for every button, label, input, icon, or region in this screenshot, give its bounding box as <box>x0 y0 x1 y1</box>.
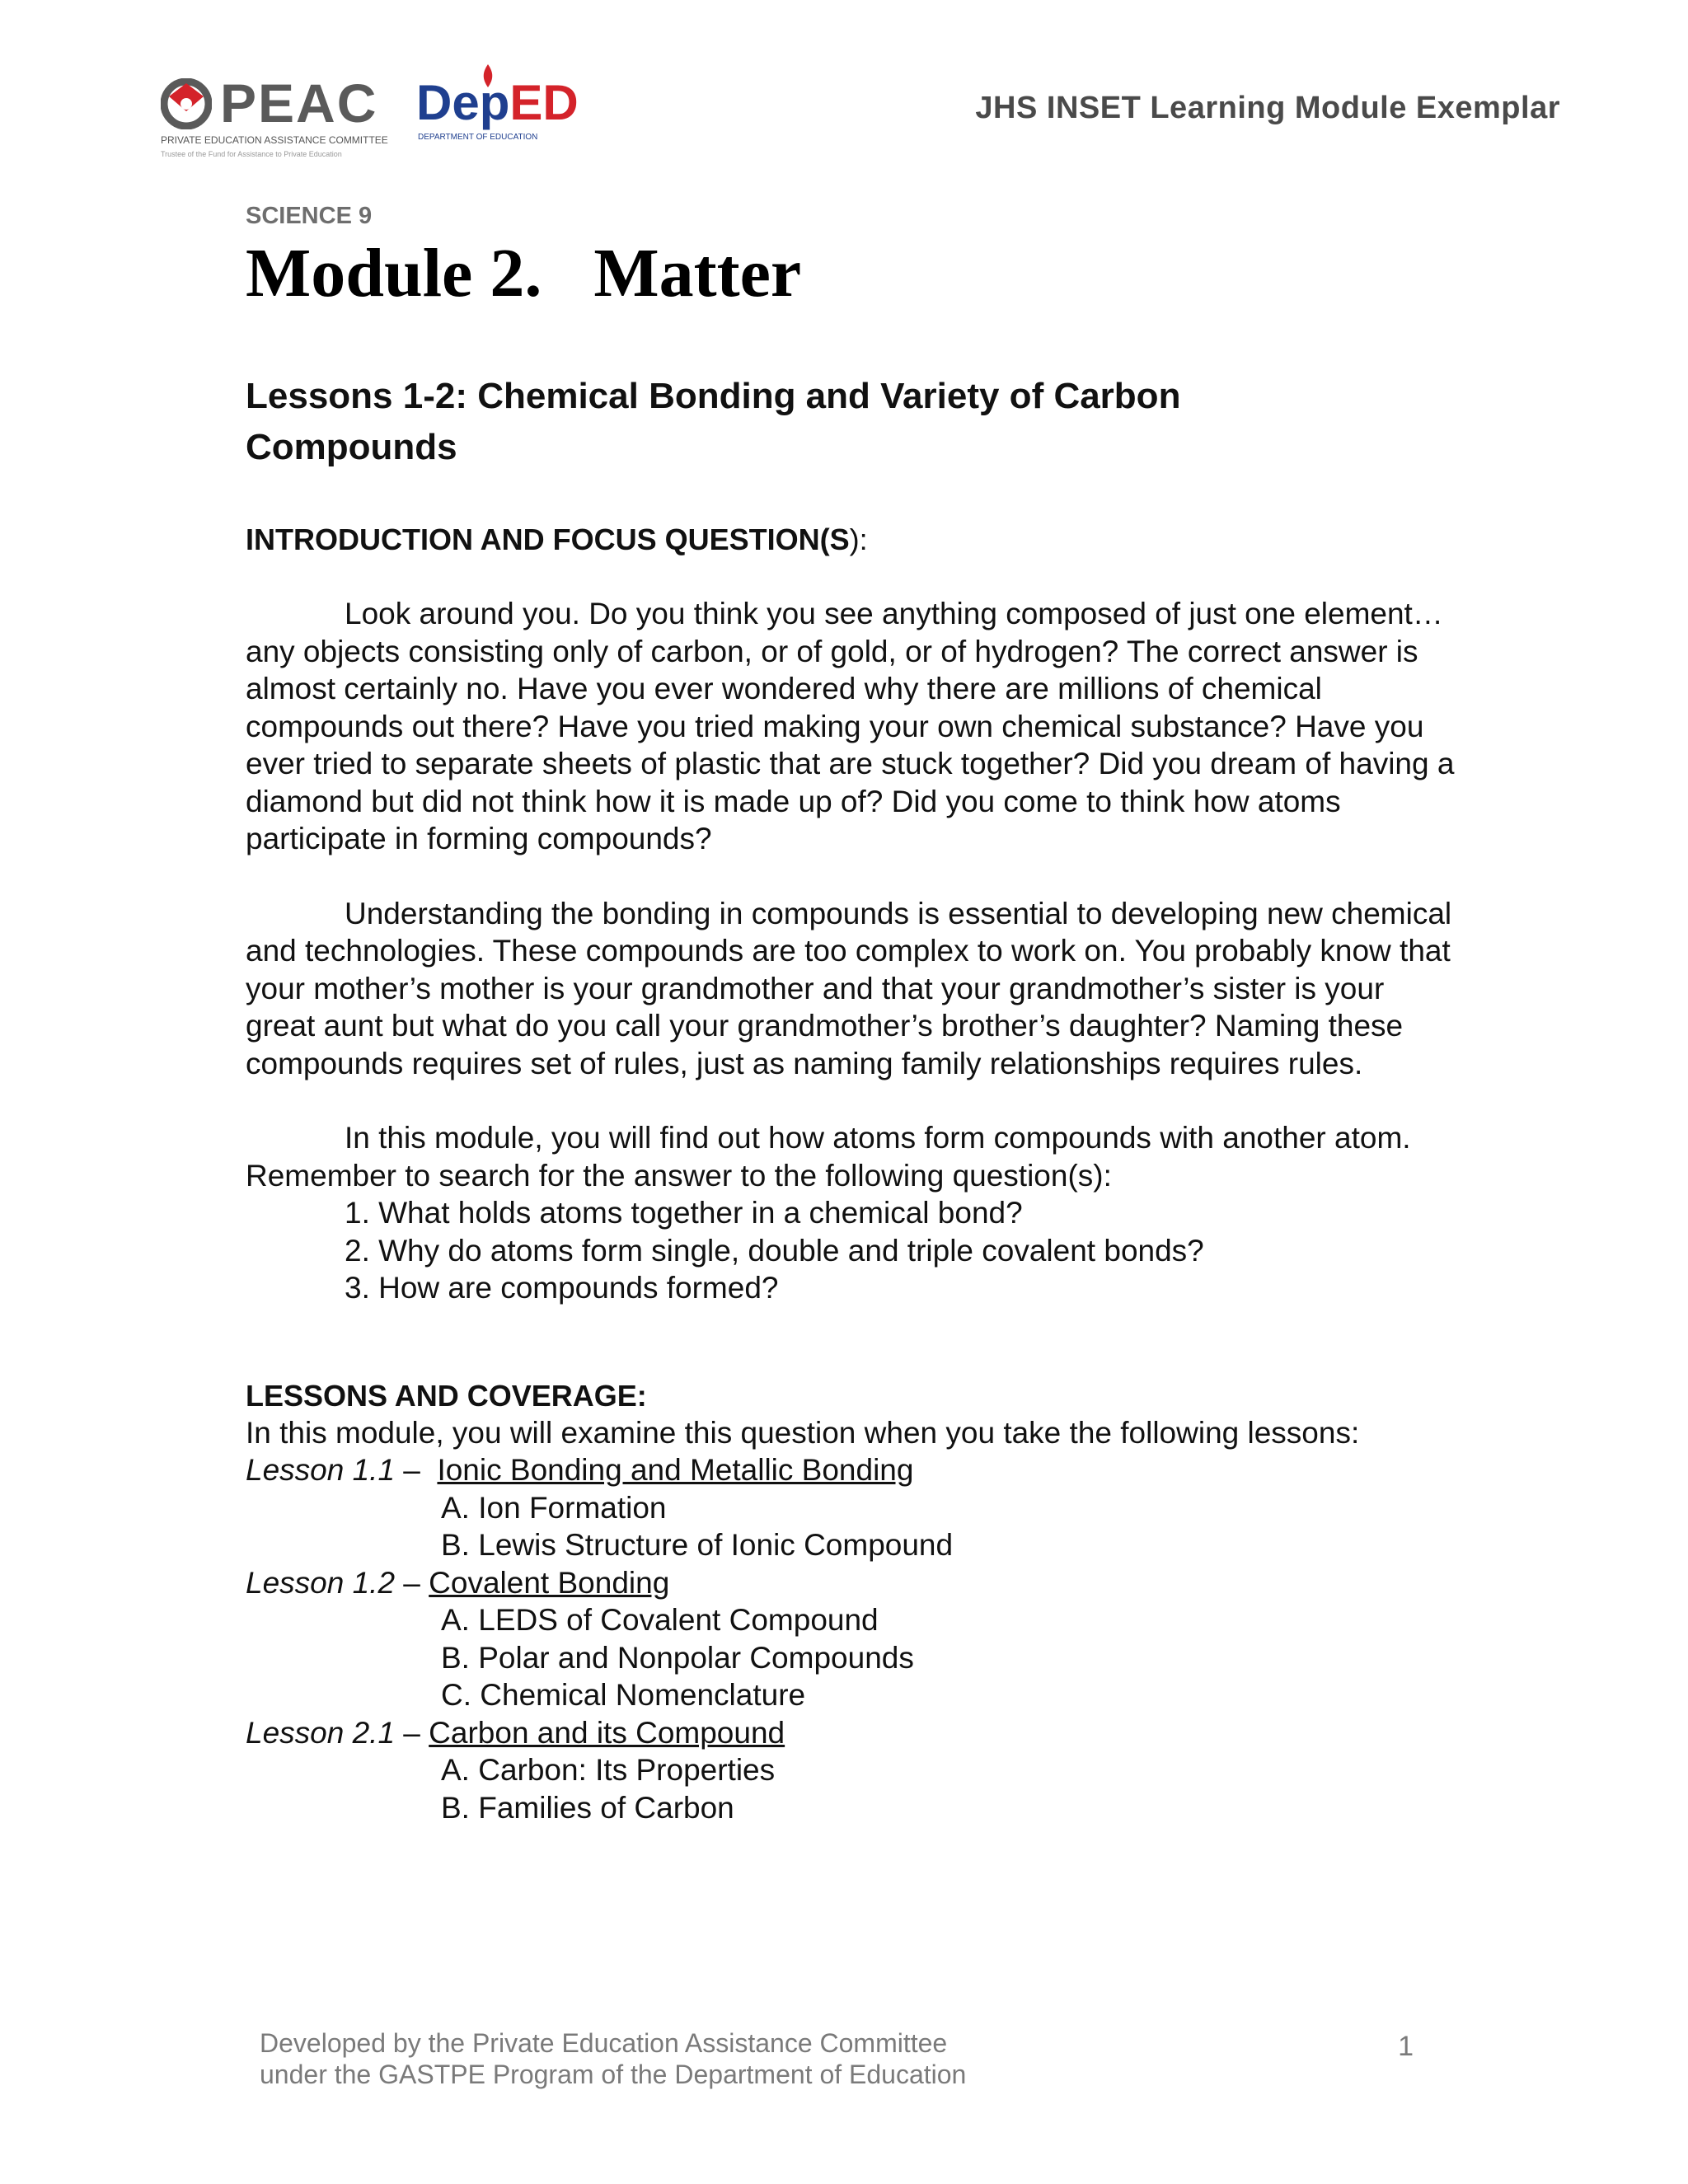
lessons-heading: LESSONS AND COVERAGE: <box>246 1378 647 1413</box>
lesson-row-1-2 <box>246 1564 1457 1602</box>
lesson-separator: – <box>395 1565 429 1600</box>
list-item: 1. What holds atoms together in a chemical bond? <box>345 1196 1023 1230</box>
intro-paragraph-3: In this module, you will find out how atoms form compounds with another atom. Remember to search for the answer to the following question(s): <box>246 1121 1411 1193</box>
intro-paragraph-2: Understanding the bonding in compounds is essential to developing new chemical and technologies. These compounds are too complex to work on. You probably know that your mother’s mother is your grandmother and that your grandmother’s sister is your great aunt but what do you call your grandmother’s brother’s daughter? Naming these compounds requires set of rules, just as naming family relationships requires rules. <box>246 896 1452 1080</box>
list-item: B. Lewis Structure of Ionic Compound <box>441 1528 954 1562</box>
footer-line-1: Developed by the Private Education Assistance Committee <box>260 2028 948 2058</box>
deped-wordmark-ed: ED <box>509 75 579 130</box>
intro-paragraph-1: Look around you. Do you think you see anything composed of just one element… any objects consisting only of carbon, or of gold, or of hydrogen? The correct answer is almost certainly no. Have you ever wondered why there are millions of chemical compounds out there? Have you tried making your own chemical substance? Have you ever tried to separate sheets of plastic that are stuck together? Did you dream of having a diamond but did not think how it is made up of? Did you come to think how atoms participate in forming compounds? <box>246 597 1455 855</box>
list-item: 3. How are compounds formed? <box>345 1271 779 1305</box>
document-body <box>246 199 1457 1826</box>
lessons-intro: In this module, you will examine this question when you take the following lessons: <box>246 1415 1360 1450</box>
lesson-row-1-1 <box>246 1451 1457 1489</box>
page-number: 1 <box>1398 2031 1414 2062</box>
deped-subtitle: DEPARTMENT OF EDUCATION <box>418 133 538 142</box>
list-item: B. Polar and Nonpolar Compounds <box>441 1640 914 1675</box>
list-item: A. Carbon: Its Properties <box>441 1753 776 1787</box>
lesson-name: Covalent Bonding <box>429 1565 670 1600</box>
deped-wordmark-dep: Dep <box>416 75 510 130</box>
peac-emblem-icon <box>161 78 212 129</box>
deped-wordmark <box>416 74 579 132</box>
subject-label: SCIENCE 9 <box>246 203 373 229</box>
footer-line-2: under the GASTPE Program of the Department of Education <box>260 2060 967 2089</box>
module-title: Module 2. Matter <box>246 235 802 312</box>
lesson-number: Lesson 1.2 <box>246 1565 396 1600</box>
list-item: A. Ion Formation <box>441 1490 667 1525</box>
lesson-row-2-1 <box>246 1714 1457 1752</box>
peac-wordmark: PEAC <box>220 73 378 134</box>
intro-heading-text: INTRODUCTION AND FOCUS QUESTION(S <box>246 523 850 556</box>
list-item: 2. Why do atoms form single, double and triple covalent bonds? <box>345 1233 1204 1268</box>
lesson-separator: – <box>395 1453 438 1487</box>
lesson-name: Carbon and its Compound <box>429 1715 785 1750</box>
page-header <box>0 0 1688 165</box>
list-item: B. Families of Carbon <box>441 1790 734 1825</box>
lesson-title: Lessons 1-2: Chemical Bonding and Variety of Carbon Compounds <box>246 376 1181 467</box>
intro-heading-tail: ): <box>849 523 868 556</box>
peac-tagline: Trustee of the Fund for Assistance to Private Education <box>161 150 342 158</box>
lesson-name: Ionic Bonding and Metallic Bonding <box>437 1453 914 1487</box>
focus-questions <box>246 1194 1457 1307</box>
lesson-number: Lesson 1.1 <box>246 1453 396 1487</box>
deped-logo <box>416 64 579 147</box>
header-title: JHS INSET Learning Module Exemplar <box>975 91 1560 125</box>
peac-subtitle: PRIVATE EDUCATION ASSISTANCE COMMITTEE <box>161 134 388 146</box>
lesson-number: Lesson 2.1 <box>246 1715 396 1750</box>
peac-logo <box>161 70 387 161</box>
lesson-separator: – <box>395 1715 429 1750</box>
list-item: C. Chemical Nomenclature <box>441 1678 806 1712</box>
intro-heading <box>246 521 1457 558</box>
list-item: A. LEDS of Covalent Compound <box>441 1603 879 1637</box>
page-footer <box>260 2027 1455 2090</box>
